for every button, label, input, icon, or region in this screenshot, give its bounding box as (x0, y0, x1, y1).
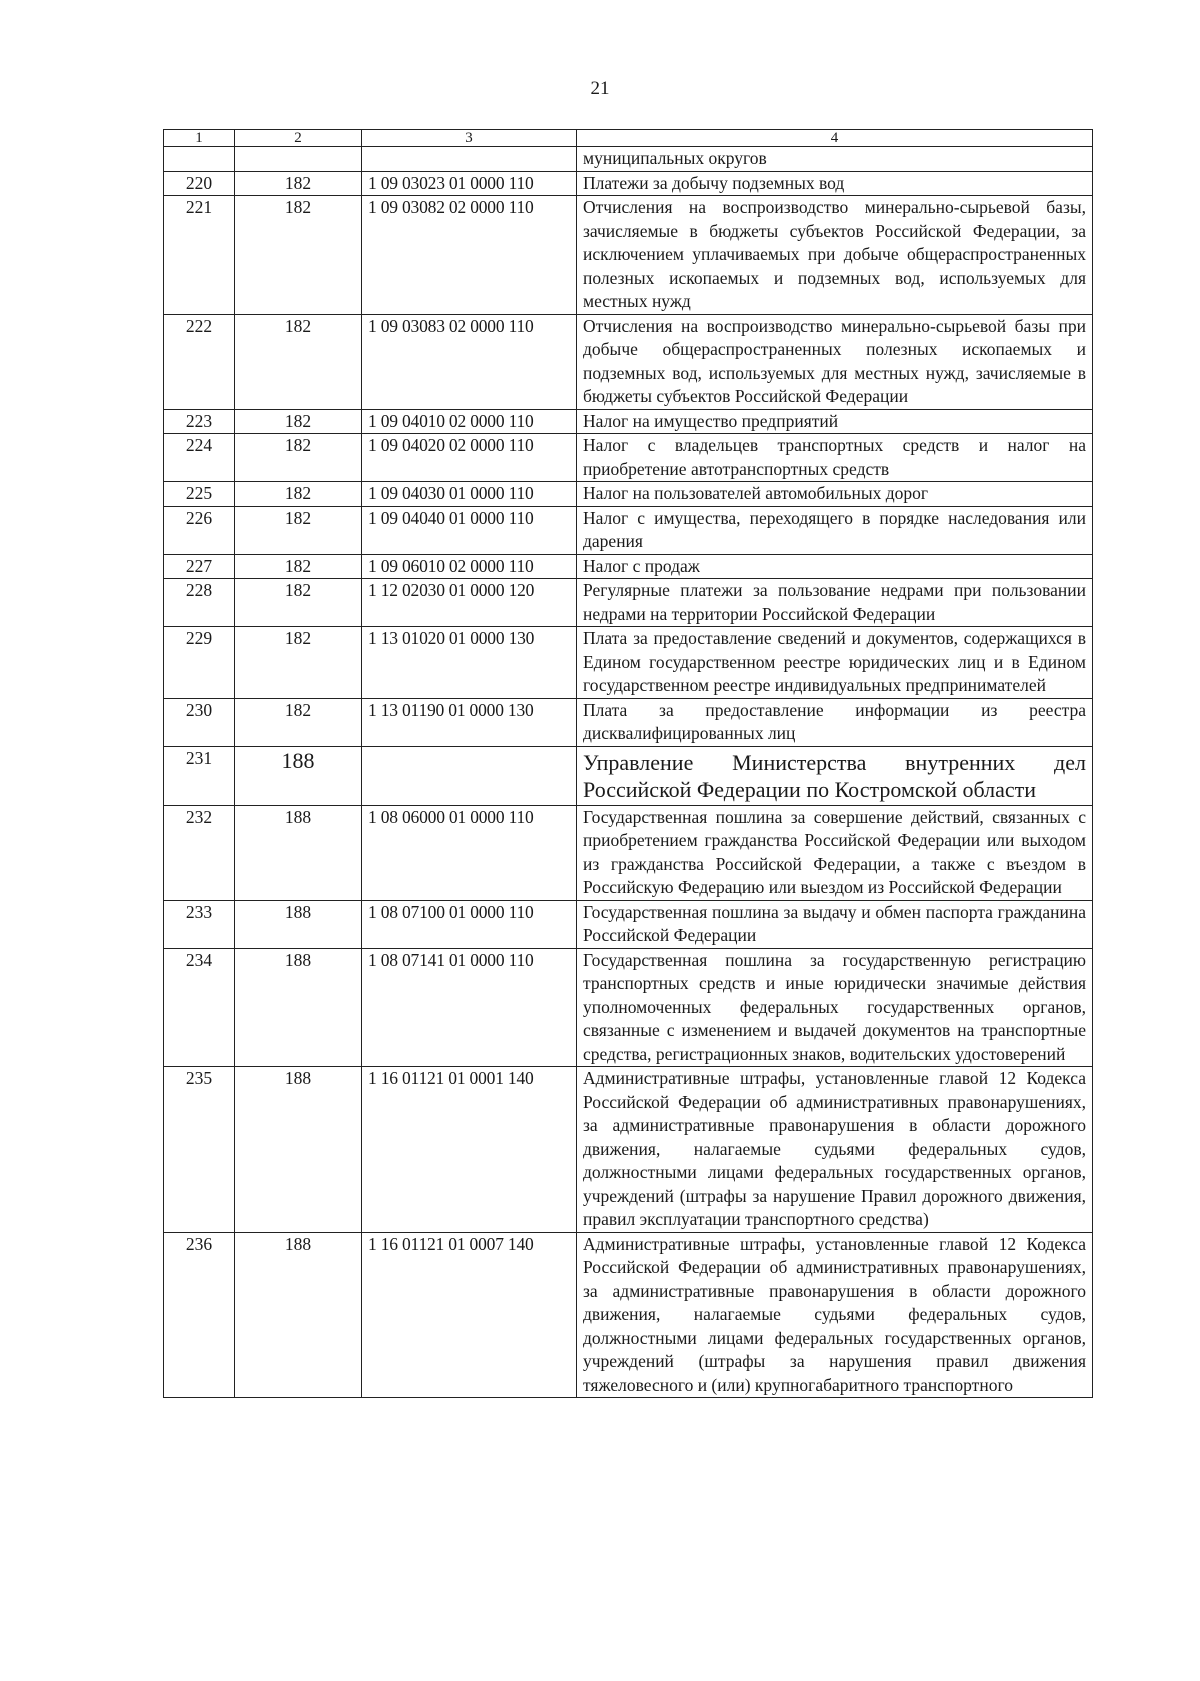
admin-code-cell: 182 (235, 171, 362, 196)
column-header-3: 3 (362, 130, 577, 147)
revenue-name-cell: муниципальных округов (577, 147, 1093, 172)
kbk-code-cell: 1 09 06010 02 0000 110 (362, 554, 577, 579)
revenue-name-cell: Налог с владельцев транспортных средств и налог на приобретение автотранспортных средств (577, 434, 1093, 482)
revenue-name-cell: Административные штрафы, установленные главой 12 Кодекса Российской Федерации об административных правонарушениях, за административные правонарушения в области дорожного движения, налагаемые судьями федеральных судов, должностными лицами федеральных государственных органов, учреждений (штрафы за нарушения правил движения тяжеловесного и (или) крупногабаритного транспортного (577, 1232, 1093, 1398)
admin-code-cell: 182 (235, 409, 362, 434)
kbk-code-cell: 1 09 04010 02 0000 110 (362, 409, 577, 434)
revenue-name-cell: Государственная пошлина за государственную регистрацию транспортных средств и иные юридически значимые действия уполномоченных федеральных государственных органов, связанные с изменением и выдачей документов на транспортные средства, регистрационных знаков, водительских удостоверений (577, 948, 1093, 1067)
admin-code-cell: 188 (235, 1067, 362, 1233)
table-row (164, 196, 1093, 315)
table-row (164, 409, 1093, 434)
revenue-name-cell: Административные штрафы, установленные главой 12 Кодекса Российской Федерации об административных правонарушениях, за административные правонарушения в области дорожного движения, налагаемые судьями федеральных судов, должностными лицами федеральных государственных органов, учреждений (штрафы за нарушение Правил дорожного движения, правил эксплуатации транспортного средства) (577, 1067, 1093, 1233)
row-number-cell: 232 (164, 805, 235, 900)
kbk-code-cell: 1 12 02030 01 0000 120 (362, 579, 577, 627)
admin-code-cell: 182 (235, 627, 362, 699)
kbk-code-cell: 1 09 03083 02 0000 110 (362, 314, 577, 409)
row-number-cell: 221 (164, 196, 235, 315)
row-number-cell: 236 (164, 1232, 235, 1398)
table-row (164, 482, 1093, 507)
table-row (164, 746, 1093, 805)
kbk-code-cell: 1 08 07100 01 0000 110 (362, 900, 577, 948)
kbk-code-cell: 1 09 03023 01 0000 110 (362, 171, 577, 196)
revenue-name-cell: Государственная пошлина за совершение действий, связанных с приобретением гражданства Российской Федерации или выходом из гражданства Российской Федерации, а также с въездом в Российскую Федерацию или выездом из Российской Федерации (577, 805, 1093, 900)
row-number-cell: 234 (164, 948, 235, 1067)
kbk-code-cell: 1 09 04040 01 0000 110 (362, 506, 577, 554)
row-number-cell: 227 (164, 554, 235, 579)
revenue-name-cell: Налог с имущества, переходящего в порядке наследования или дарения (577, 506, 1093, 554)
revenue-name-cell: Плата за предоставление сведений и документов, содержащихся в Едином государственном реестре юридических лиц и в Едином государственном реестре индивидуальных предпринимателей (577, 627, 1093, 699)
row-number-cell: 229 (164, 627, 235, 699)
table-row (164, 506, 1093, 554)
revenue-name-cell: Регулярные платежи за пользование недрами при пользовании недрами на территории Российской Федерации (577, 579, 1093, 627)
admin-code-cell: 188 (235, 746, 362, 805)
revenue-name-cell: Государственная пошлина за выдачу и обмен паспорта гражданина Российской Федерации (577, 900, 1093, 948)
table-row (164, 554, 1093, 579)
table-row (164, 171, 1093, 196)
revenue-name-cell: Отчисления на воспроизводство минерально-сырьевой базы, зачисляемые в бюджеты субъектов Российской Федерации, за исключением уплачиваемых при добыче общераспространенных полезных ископаемых и подземных вод, используемых для местных нужд (577, 196, 1093, 315)
header-row (164, 130, 1093, 147)
table-row (164, 805, 1093, 900)
admin-code-cell: 182 (235, 506, 362, 554)
kbk-code-cell: 1 16 01121 01 0007 140 (362, 1232, 577, 1398)
row-number-cell: 231 (164, 746, 235, 805)
table-row (164, 147, 1093, 172)
table-header (164, 130, 1093, 147)
table-row (164, 434, 1093, 482)
admin-code-cell: 182 (235, 434, 362, 482)
table-body (164, 147, 1093, 1398)
revenue-name-cell: Отчисления на воспроизводство минерально-сырьевой базы при добыче общераспространенных полезных ископаемых и подземных вод, используемых для местных нужд, зачисляемые в бюджеты субъектов Российской Федерации (577, 314, 1093, 409)
kbk-code-cell: 1 08 07141 01 0000 110 (362, 948, 577, 1067)
row-number-cell: 228 (164, 579, 235, 627)
admin-code-cell: 188 (235, 1232, 362, 1398)
budget-revenue-table (163, 129, 1093, 1398)
table-row (164, 579, 1093, 627)
table-row (164, 1067, 1093, 1233)
kbk-code-cell: 1 16 01121 01 0001 140 (362, 1067, 577, 1233)
admin-code-cell: 182 (235, 554, 362, 579)
revenue-name-cell: Налог на пользователей автомобильных дорог (577, 482, 1093, 507)
revenue-name-cell: Налог с продаж (577, 554, 1093, 579)
row-number-cell: 224 (164, 434, 235, 482)
admin-code-cell: 182 (235, 314, 362, 409)
admin-code-cell: 182 (235, 698, 362, 746)
row-number-cell: 230 (164, 698, 235, 746)
revenue-name-cell: Плата за предоставление информации из реестра дисквалифицированных лиц (577, 698, 1093, 746)
admin-code-cell: 182 (235, 196, 362, 315)
page-number: 21 (590, 78, 610, 99)
kbk-code-cell: 1 08 06000 01 0000 110 (362, 805, 577, 900)
admin-code-cell: 188 (235, 948, 362, 1067)
kbk-code-cell: 1 09 04030 01 0000 110 (362, 482, 577, 507)
kbk-code-cell: 1 09 04020 02 0000 110 (362, 434, 577, 482)
row-number-cell: 222 (164, 314, 235, 409)
row-number-cell: 223 (164, 409, 235, 434)
row-number-cell: 233 (164, 900, 235, 948)
row-number-cell: 226 (164, 506, 235, 554)
table-row (164, 314, 1093, 409)
admin-code-cell: 188 (235, 900, 362, 948)
table-row (164, 627, 1093, 699)
admin-code-cell (235, 147, 362, 172)
table-row (164, 900, 1093, 948)
column-header-1: 1 (164, 130, 235, 147)
admin-code-cell: 182 (235, 579, 362, 627)
kbk-code-cell (362, 147, 577, 172)
admin-code-cell: 188 (235, 805, 362, 900)
row-number-cell: 220 (164, 171, 235, 196)
table-row (164, 698, 1093, 746)
row-number-cell: 225 (164, 482, 235, 507)
table-row (164, 1232, 1093, 1398)
table-row (164, 948, 1093, 1067)
revenue-name-cell: Налог на имущество предприятий (577, 409, 1093, 434)
row-number-cell (164, 147, 235, 172)
kbk-code-cell: 1 13 01190 01 0000 130 (362, 698, 577, 746)
column-header-4: 4 (577, 130, 1093, 147)
kbk-code-cell: 1 09 03082 02 0000 110 (362, 196, 577, 315)
revenue-name-cell: Управление Министерства внутренних дел Российской Федерации по Костромской области (577, 746, 1093, 805)
revenue-name-cell: Платежи за добычу подземных вод (577, 171, 1093, 196)
kbk-code-cell (362, 746, 577, 805)
kbk-code-cell: 1 13 01020 01 0000 130 (362, 627, 577, 699)
column-header-2: 2 (235, 130, 362, 147)
admin-code-cell: 182 (235, 482, 362, 507)
row-number-cell: 235 (164, 1067, 235, 1233)
